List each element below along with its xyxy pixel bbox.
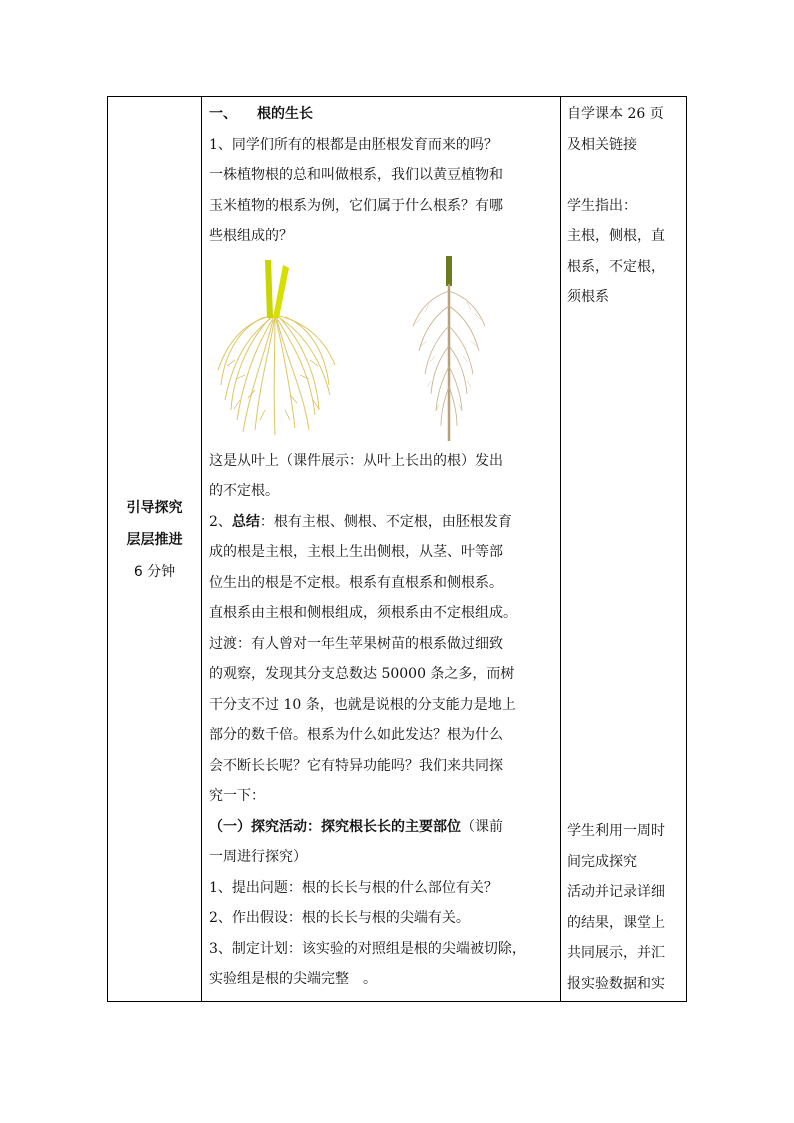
transition-line-1: 过渡：有人曾对一年生苹果树苗的根系做过细致: [209, 635, 503, 652]
transition-line-4: 部分的数千倍。根系为什么如此发达？根为什么: [209, 727, 503, 743]
summary-text: ：根有主根、侧根、不定根，由胚根发育: [259, 513, 512, 530]
section-heading: [209, 99, 557, 130]
spacer: [567, 160, 685, 191]
activity-title-note: （课前: [461, 818, 503, 835]
teaching-content-cell: [209, 99, 557, 995]
self-study-line-1: 自学课本 26 页: [567, 106, 664, 122]
corn-fibrous-root-image: [215, 260, 337, 440]
student-activity-cell-1: [567, 99, 685, 313]
answer-line-1: 主根，侧根，直: [567, 228, 665, 244]
stage-title-line1: 引导探究: [126, 500, 183, 516]
stage-cell: [108, 492, 201, 588]
activity-note-line-1: 学生利用一周时: [567, 823, 665, 839]
transition-line-5: 会不断长长呢？它有特异功能吗？我们来共同探: [209, 757, 503, 774]
answer-line-3: 须根系: [567, 289, 609, 305]
students-point-out: 学生指出：: [567, 197, 637, 214]
adventitious-root-line-2: 的不定根。: [209, 483, 279, 499]
step-1: 1、提出问题：根的长长与根的什么部位有关？: [209, 879, 498, 896]
root-system-line-2: 玉米植物的根系为例，它们属于什么根系？有哪: [209, 197, 503, 214]
activity-note-line-3: 活动并记录详细: [567, 884, 665, 900]
activity-title: [209, 812, 557, 843]
stage-title-line2: 层层推进: [126, 532, 183, 548]
transition-line-2: 的观察，发现其分支总数达 50000 条之多，而树: [209, 666, 515, 682]
root-system-line-1: 一株植物根的总和叫做根系，我们以黄豆植物和: [209, 167, 503, 183]
summary-line-3: 位生出的根是不定根。根系有直根系和侧根系。: [209, 574, 503, 591]
answer-line-2: 根系，不定根，: [567, 258, 665, 275]
question-1: 1、同学们所有的根都是由胚根发育而来的吗？: [209, 136, 498, 153]
step-2: 2、作出假设：根的长长与根的尖端有关。: [209, 910, 470, 926]
activity-note-line-5: 共同展示，并汇: [567, 945, 665, 961]
summary-line-4: 直根系由主根和侧根组成，须根系由不定根组成。: [209, 605, 517, 621]
step-3-line-1: 3、制定计划：该实验的对照组是根的尖端被切除，: [209, 940, 526, 957]
summary-label: 总结: [231, 513, 260, 530]
adventitious-root-line-1: 这是从叶上（课件展示：从叶上长出的根）发出: [209, 452, 503, 469]
column-divider-2: [560, 97, 561, 1001]
summary-number: 2、: [209, 513, 232, 530]
stage-duration: 6 分钟: [133, 564, 176, 580]
section-heading-text: 根的生长: [257, 106, 313, 122]
root-system-line-3: 些根组成的？: [209, 228, 293, 244]
soybean-taproot-image: [409, 256, 489, 446]
activity-note-line-4: 的结果，课堂上: [567, 914, 665, 931]
transition-line-3: 干分支不过 10 条，也就是说根的分支能力是地上: [209, 696, 516, 713]
student-activity-cell-2: [567, 816, 685, 999]
activity-title-line-2: 一周进行探究）: [209, 849, 307, 865]
summary-line-1: [209, 507, 557, 538]
self-study-line-2: 及相关链接: [567, 136, 637, 153]
section-heading-number: 一、: [209, 106, 237, 122]
activity-note-line-6: 报实验数据和实: [567, 975, 665, 992]
lesson-table: [107, 96, 687, 1002]
activity-title-bold: （一）探究活动：探究根长长的主要部位: [209, 818, 461, 835]
summary-line-2: 成的根是主根，主根上生出侧根，从茎、叶等部: [209, 544, 503, 560]
root-images: [209, 252, 557, 446]
column-divider-1: [201, 97, 202, 1001]
activity-note-line-2: 间完成探究: [567, 853, 637, 870]
transition-line-6: 究一下：: [209, 788, 265, 804]
step-3-line-2: 实验组是根的尖端完整 。: [209, 971, 377, 987]
